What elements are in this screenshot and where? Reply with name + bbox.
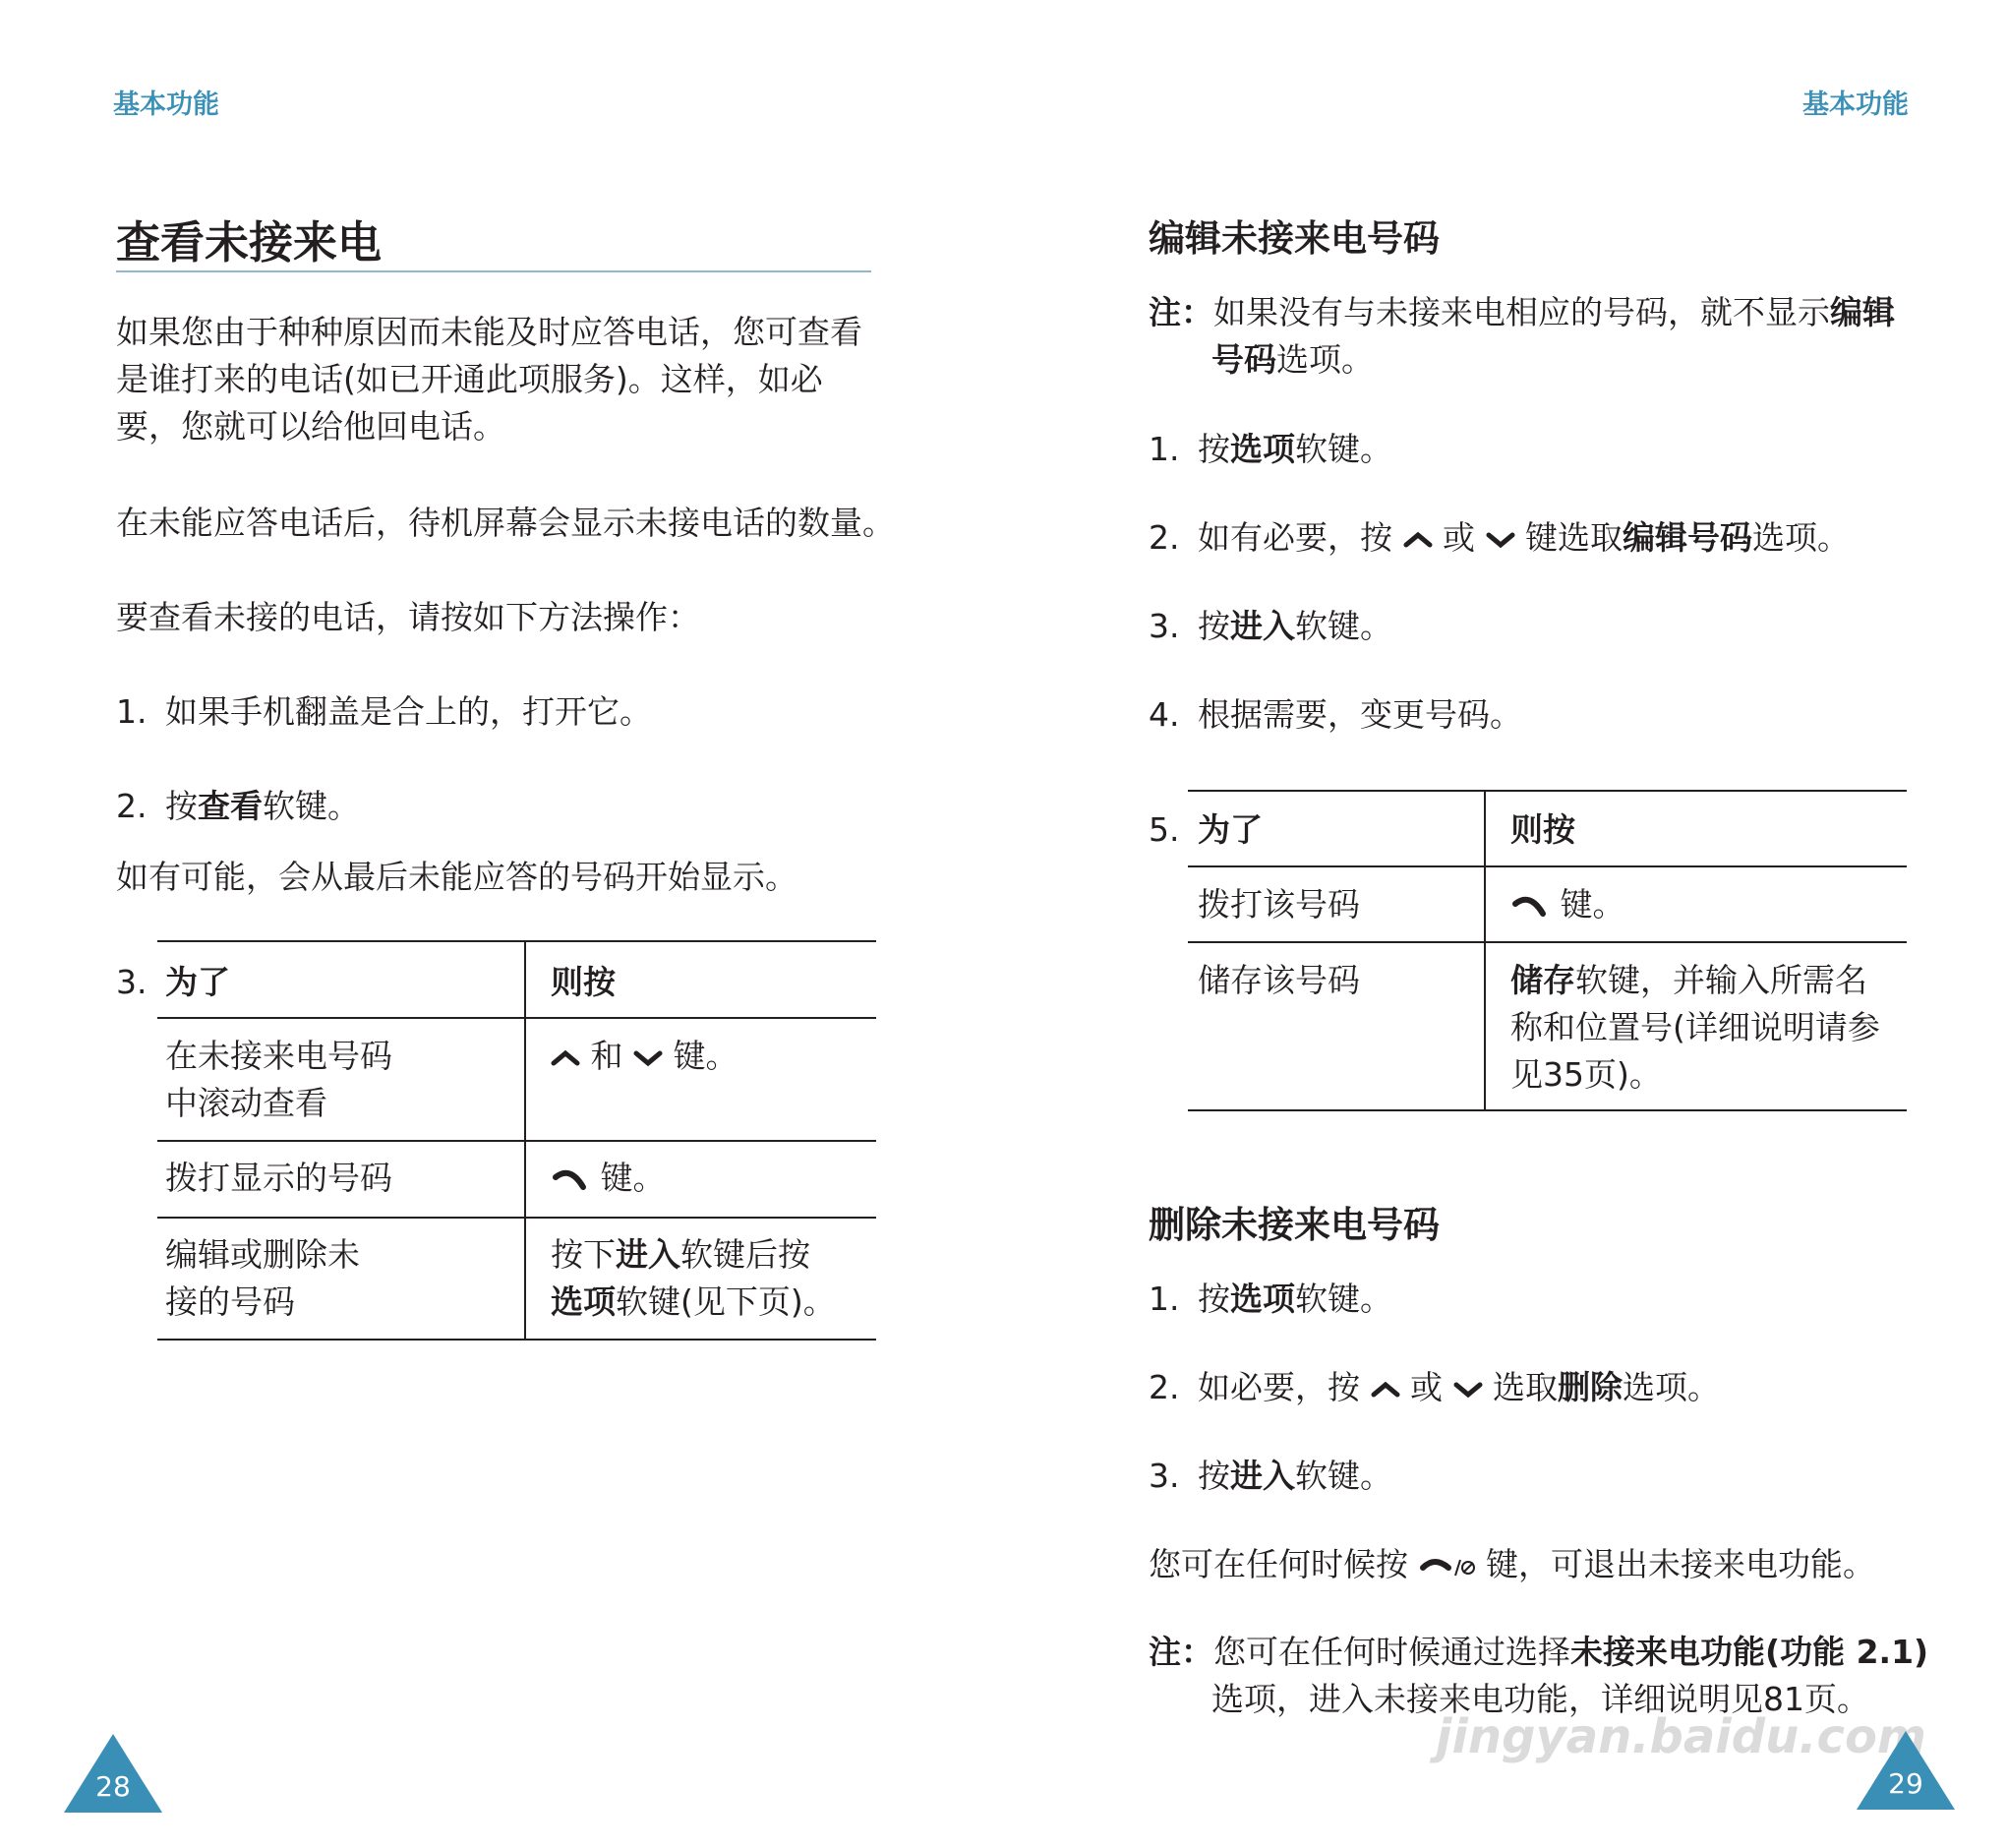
left-step-3-number: 3.	[116, 963, 148, 1001]
step-text-pre: 按	[165, 787, 198, 825]
text: 如有必要，按	[1198, 518, 1392, 557]
row-edit-keys	[551, 1231, 836, 1326]
text: 选取	[1493, 1368, 1558, 1406]
cell-line: 编辑或删除未	[165, 1235, 360, 1274]
table-rule	[157, 1017, 876, 1019]
left-step-2	[116, 783, 360, 830]
option-delete: 删除	[1558, 1368, 1623, 1406]
step-number: 1.	[116, 692, 148, 731]
key-text: 键。	[673, 1037, 738, 1075]
row-dial-purpose: 拨打该号码	[1198, 885, 1360, 924]
send-key-icon	[1510, 892, 1550, 922]
row-scroll-keys	[551, 1033, 738, 1080]
text: 软键。	[1295, 1280, 1392, 1318]
exit-paragraph	[1149, 1541, 1875, 1588]
key-text: 键。	[600, 1159, 666, 1197]
delete-step-2	[1149, 1364, 1720, 1411]
text: 编辑	[1830, 293, 1895, 331]
right-step-5-number: 5.	[1149, 810, 1180, 849]
table-header-press: 则按	[1510, 810, 1575, 849]
text: 号码	[1211, 340, 1276, 379]
text: 软键，并输入所需名	[1575, 961, 1867, 999]
softkey-view-label: 查看	[198, 787, 263, 825]
cell-line	[551, 1279, 836, 1326]
cell-line: 在未接来电号码	[165, 1037, 392, 1075]
step-number: 3.	[1149, 607, 1180, 645]
title-underline	[116, 270, 871, 272]
text: 选项。	[1276, 340, 1374, 379]
table-rule-bottom	[157, 1339, 876, 1341]
cell-line	[551, 1231, 836, 1279]
cell-line: 接的号码	[165, 1282, 295, 1321]
baidu-watermark: jingyan.baidu.com	[1436, 1709, 1926, 1764]
intro-line-1: 如果您由于种种原因而未能及时应答电话，您可查看	[116, 313, 862, 351]
and-text: 和	[590, 1037, 623, 1075]
softkey-enter-label: 进入	[1230, 607, 1295, 645]
intro-line-2: 是谁打来的电话(如已开通此项服务)。这样，如必	[116, 360, 823, 398]
table-header-press: 则按	[551, 963, 616, 1001]
softkey-options-label: 选项	[551, 1282, 616, 1321]
step-text-post: 软键。	[263, 787, 360, 825]
text: 按下	[551, 1235, 616, 1274]
softkey-enter-label: 进入	[616, 1235, 680, 1274]
note-line	[1149, 1629, 1928, 1676]
table-rule	[1188, 941, 1907, 943]
edit-note	[1149, 289, 1895, 384]
text: 按	[1198, 1457, 1230, 1495]
note-line	[1149, 289, 1895, 336]
edit-step-4	[1149, 691, 1522, 739]
text: 您可在任何时候按	[1149, 1545, 1408, 1583]
down-key-icon	[1486, 530, 1515, 550]
text: 按	[1198, 430, 1230, 468]
table-header-purpose: 为了	[1198, 810, 1263, 849]
table-rule-bottom	[1188, 1109, 1907, 1111]
table-column-divider	[524, 940, 526, 1341]
step-number: 3.	[1149, 1457, 1180, 1495]
edit-step-1	[1149, 426, 1392, 473]
option-edit-number: 编辑号码	[1623, 518, 1752, 557]
table-rule	[157, 1217, 876, 1219]
edit-step-2	[1149, 514, 1850, 562]
text: (功能 2.1)	[1765, 1633, 1929, 1671]
table-header-purpose: 为了	[165, 963, 230, 1001]
text: 如必要，按	[1198, 1368, 1360, 1406]
table-rule-top	[157, 940, 876, 942]
text: 按	[1198, 1280, 1230, 1318]
text: 软键。	[1295, 607, 1392, 645]
step-number: 2.	[1149, 518, 1180, 557]
softkey-options-label: 选项	[1230, 430, 1295, 468]
missed-count-paragraph: 在未能应答电话后，待机屏幕会显示未接电话的数量。	[116, 504, 895, 542]
left-step-2-note: 如有可能，会从最后未能应答的号码开始显示。	[116, 858, 797, 896]
cell-line: 称和位置号(详细说明请参	[1510, 1008, 1880, 1046]
left-page-title: 查看未接来电	[116, 216, 383, 268]
key-text: 键。	[1560, 885, 1625, 924]
text: 软键(见下页)。	[616, 1282, 836, 1321]
row-edit-purpose	[165, 1231, 360, 1326]
delete-step-1	[1149, 1276, 1392, 1323]
instructions-intro: 要查看未接的电话，请按如下方法操作：	[116, 598, 700, 636]
send-key-icon	[551, 1165, 590, 1195]
edit-step-3	[1149, 603, 1392, 650]
end-power-key-icon	[1419, 1552, 1476, 1581]
step-number: 2.	[116, 787, 148, 825]
delete-section-title: 删除未接来电号码	[1149, 1204, 1440, 1246]
text: 如果没有与未接来电相应的号码，就不显示	[1213, 293, 1830, 331]
text: 键，可退出未接来电功能。	[1486, 1545, 1875, 1583]
softkey-options-label: 选项	[1230, 1280, 1295, 1318]
note-line	[1149, 336, 1895, 384]
intro-line-3: 要，您就可以给他回电话。	[116, 407, 505, 446]
down-key-icon	[1453, 1380, 1483, 1400]
delete-step-3	[1149, 1453, 1392, 1500]
row-dial-keys	[551, 1155, 666, 1202]
step-number: 1.	[1149, 1280, 1180, 1318]
note-label: 注：	[1149, 1633, 1213, 1671]
softkey-save-label: 储存	[1510, 961, 1575, 999]
table-rule-top	[1188, 790, 1907, 792]
text: 软键。	[1295, 1457, 1392, 1495]
step-number: 4.	[1149, 695, 1180, 734]
note-label: 注：	[1149, 293, 1213, 331]
text: 或	[1410, 1368, 1443, 1406]
up-key-icon	[1371, 1380, 1400, 1400]
table-column-divider	[1484, 790, 1486, 1111]
row-scroll-purpose	[165, 1033, 392, 1127]
text: 根据需要，变更号码。	[1198, 695, 1522, 734]
cell-line: 见35页)。	[1510, 1055, 1662, 1094]
down-key-icon	[633, 1048, 663, 1068]
menu-missed-calls: 未接来电功能	[1570, 1633, 1765, 1671]
text: 选项。	[1623, 1368, 1720, 1406]
text: 您可在任何时候通过选择	[1213, 1633, 1570, 1671]
left-step-1	[116, 688, 652, 736]
table-rule	[157, 1140, 876, 1142]
softkey-enter-label: 进入	[1230, 1457, 1295, 1495]
step-text: 如果手机翻盖是合上的，打开它。	[165, 692, 652, 731]
row-dial-keys	[1510, 881, 1625, 928]
right-running-header: 基本功能	[1802, 89, 1909, 120]
right-page-number: 29	[1888, 1767, 1923, 1800]
table-rule	[1188, 865, 1907, 867]
left-page-number: 28	[95, 1770, 131, 1803]
note-line: 选项，进入未接来电功能，详细说明见81页。	[1211, 1680, 1869, 1718]
up-key-icon	[551, 1048, 580, 1068]
text: 按	[1198, 607, 1230, 645]
edit-section-title: 编辑未接来电号码	[1149, 217, 1440, 260]
left-running-header: 基本功能	[113, 89, 219, 120]
row-dial-purpose: 拨打显示的号码	[165, 1159, 392, 1197]
text: 软键后按	[680, 1235, 810, 1274]
step-number: 1.	[1149, 430, 1180, 468]
intro-paragraph	[116, 309, 862, 450]
text: 键选取	[1525, 518, 1623, 557]
text: 软键。	[1295, 430, 1392, 468]
up-key-icon	[1403, 530, 1433, 550]
text: 选项。	[1752, 518, 1850, 557]
cell-line	[1510, 957, 1880, 1004]
cell-line: 中滚动查看	[165, 1084, 327, 1122]
step-number: 2.	[1149, 1368, 1180, 1406]
text: 或	[1443, 518, 1475, 557]
row-save-keys	[1510, 957, 1880, 1099]
row-save-purpose: 储存该号码	[1198, 961, 1360, 999]
